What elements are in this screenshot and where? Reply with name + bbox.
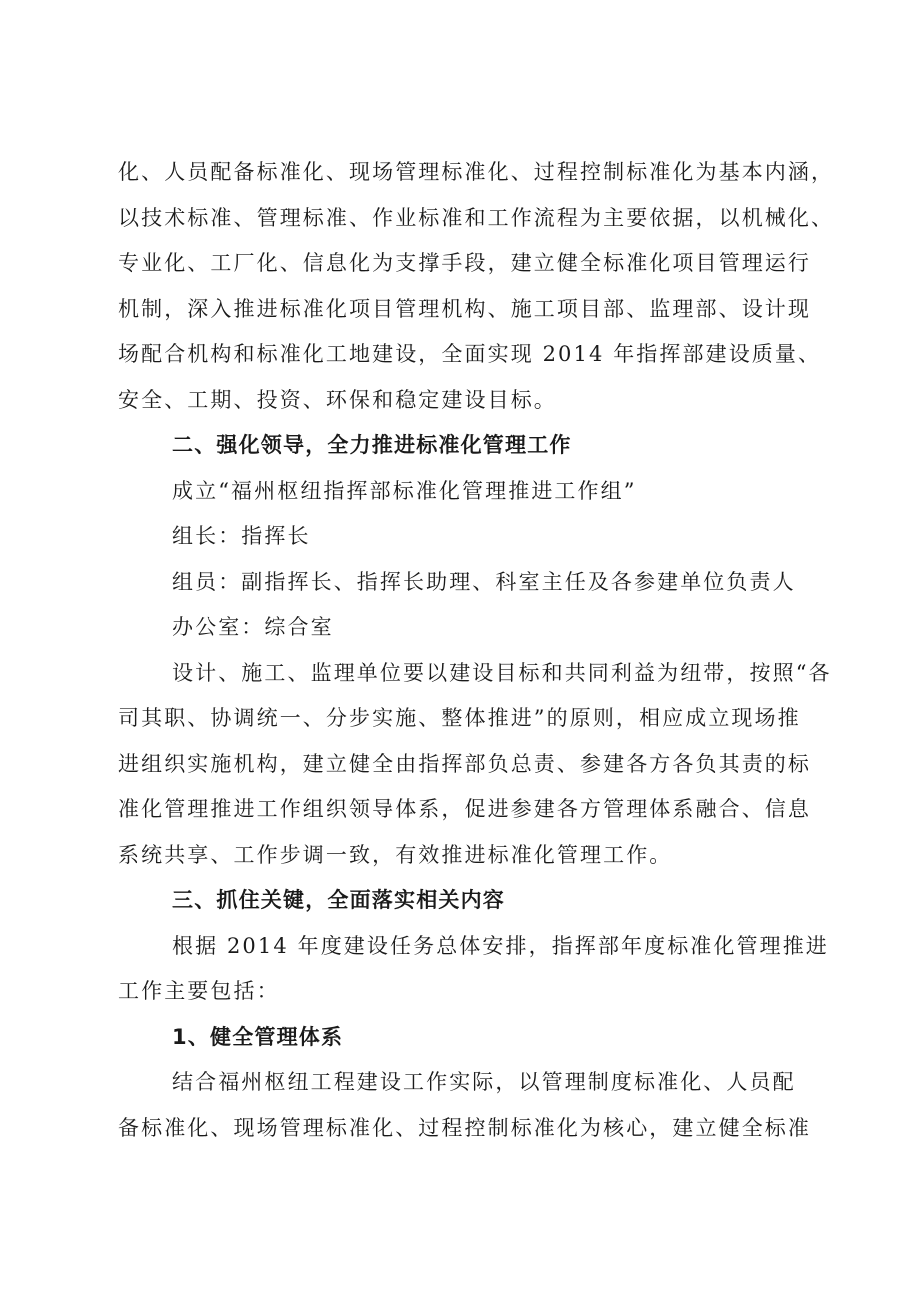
group-leader-line: 组长：指挥长 xyxy=(172,524,311,548)
body-text-line: 系统共享、工作步调一致，有效推进标准化管理工作。 xyxy=(118,842,673,867)
body-text-line: 机制，深入推进标准化项目管理机构、施工项目部、监理部、设计现 xyxy=(118,296,811,321)
body-text-line: 化、人员配备标准化、现场管理标准化、过程控制标准化为基本内涵， xyxy=(118,160,835,184)
body-text-line: 结合福州枢纽工程建设工作实际，以管理制度标准化、人员配 xyxy=(172,1070,796,1094)
section-heading: 三、抓住关键，全面落实相关内容 xyxy=(172,888,505,912)
body-text-line: 司其职、协调统一、分步实施、整体推进”的原则，相应成立现场推 xyxy=(118,706,801,730)
body-text-line: 备标准化、现场管理标准化、过程控制标准化为核心，建立健全标准 xyxy=(118,1115,811,1140)
body-text-line: 准化管理推进工作组织领导体系，促进参建各方管理体系融合、信息 xyxy=(118,797,811,821)
body-text-line: 场配合机构和标准化工地建设，全面实现 2014 年指挥部建设质量、 xyxy=(118,342,822,366)
body-text-line: 设计、施工、监理单位要以建设目标和共同利益为纽带，按照“各 xyxy=(172,660,832,685)
group-members-line: 组员：副指挥长、指挥长助理、科室主任及各参建单位负责人 xyxy=(172,569,796,594)
body-text-line: 安全、工期、投资、环保和稳定建设目标。 xyxy=(118,387,557,412)
subsection-heading: 1、健全管理体系 xyxy=(172,1024,344,1049)
body-text-line: 成立“福州枢纽指挥部标准化管理推进工作组” xyxy=(172,478,637,503)
body-text-line: 进组织实施机构，建立健全由指挥部负总责、参建各方各负其责的标 xyxy=(118,751,811,776)
section-heading: 二、强化领导，全力推进标准化管理工作 xyxy=(172,433,572,457)
body-text-line: 以技术标准、管理标准、作业标准和工作流程为主要依据，以机械化、 xyxy=(118,205,835,230)
document-body xyxy=(118,150,838,1151)
office-line: 办公室：综合室 xyxy=(172,615,334,639)
body-text-line: 工作主要包括： xyxy=(118,979,280,1003)
body-text-line: 根据 2014 年度建设任务总体安排，指挥部年度标准化管理推进 xyxy=(172,933,829,958)
body-text-line: 专业化、工厂化、信息化为支撑手段，建立健全标准化项目管理运行 xyxy=(118,251,811,275)
